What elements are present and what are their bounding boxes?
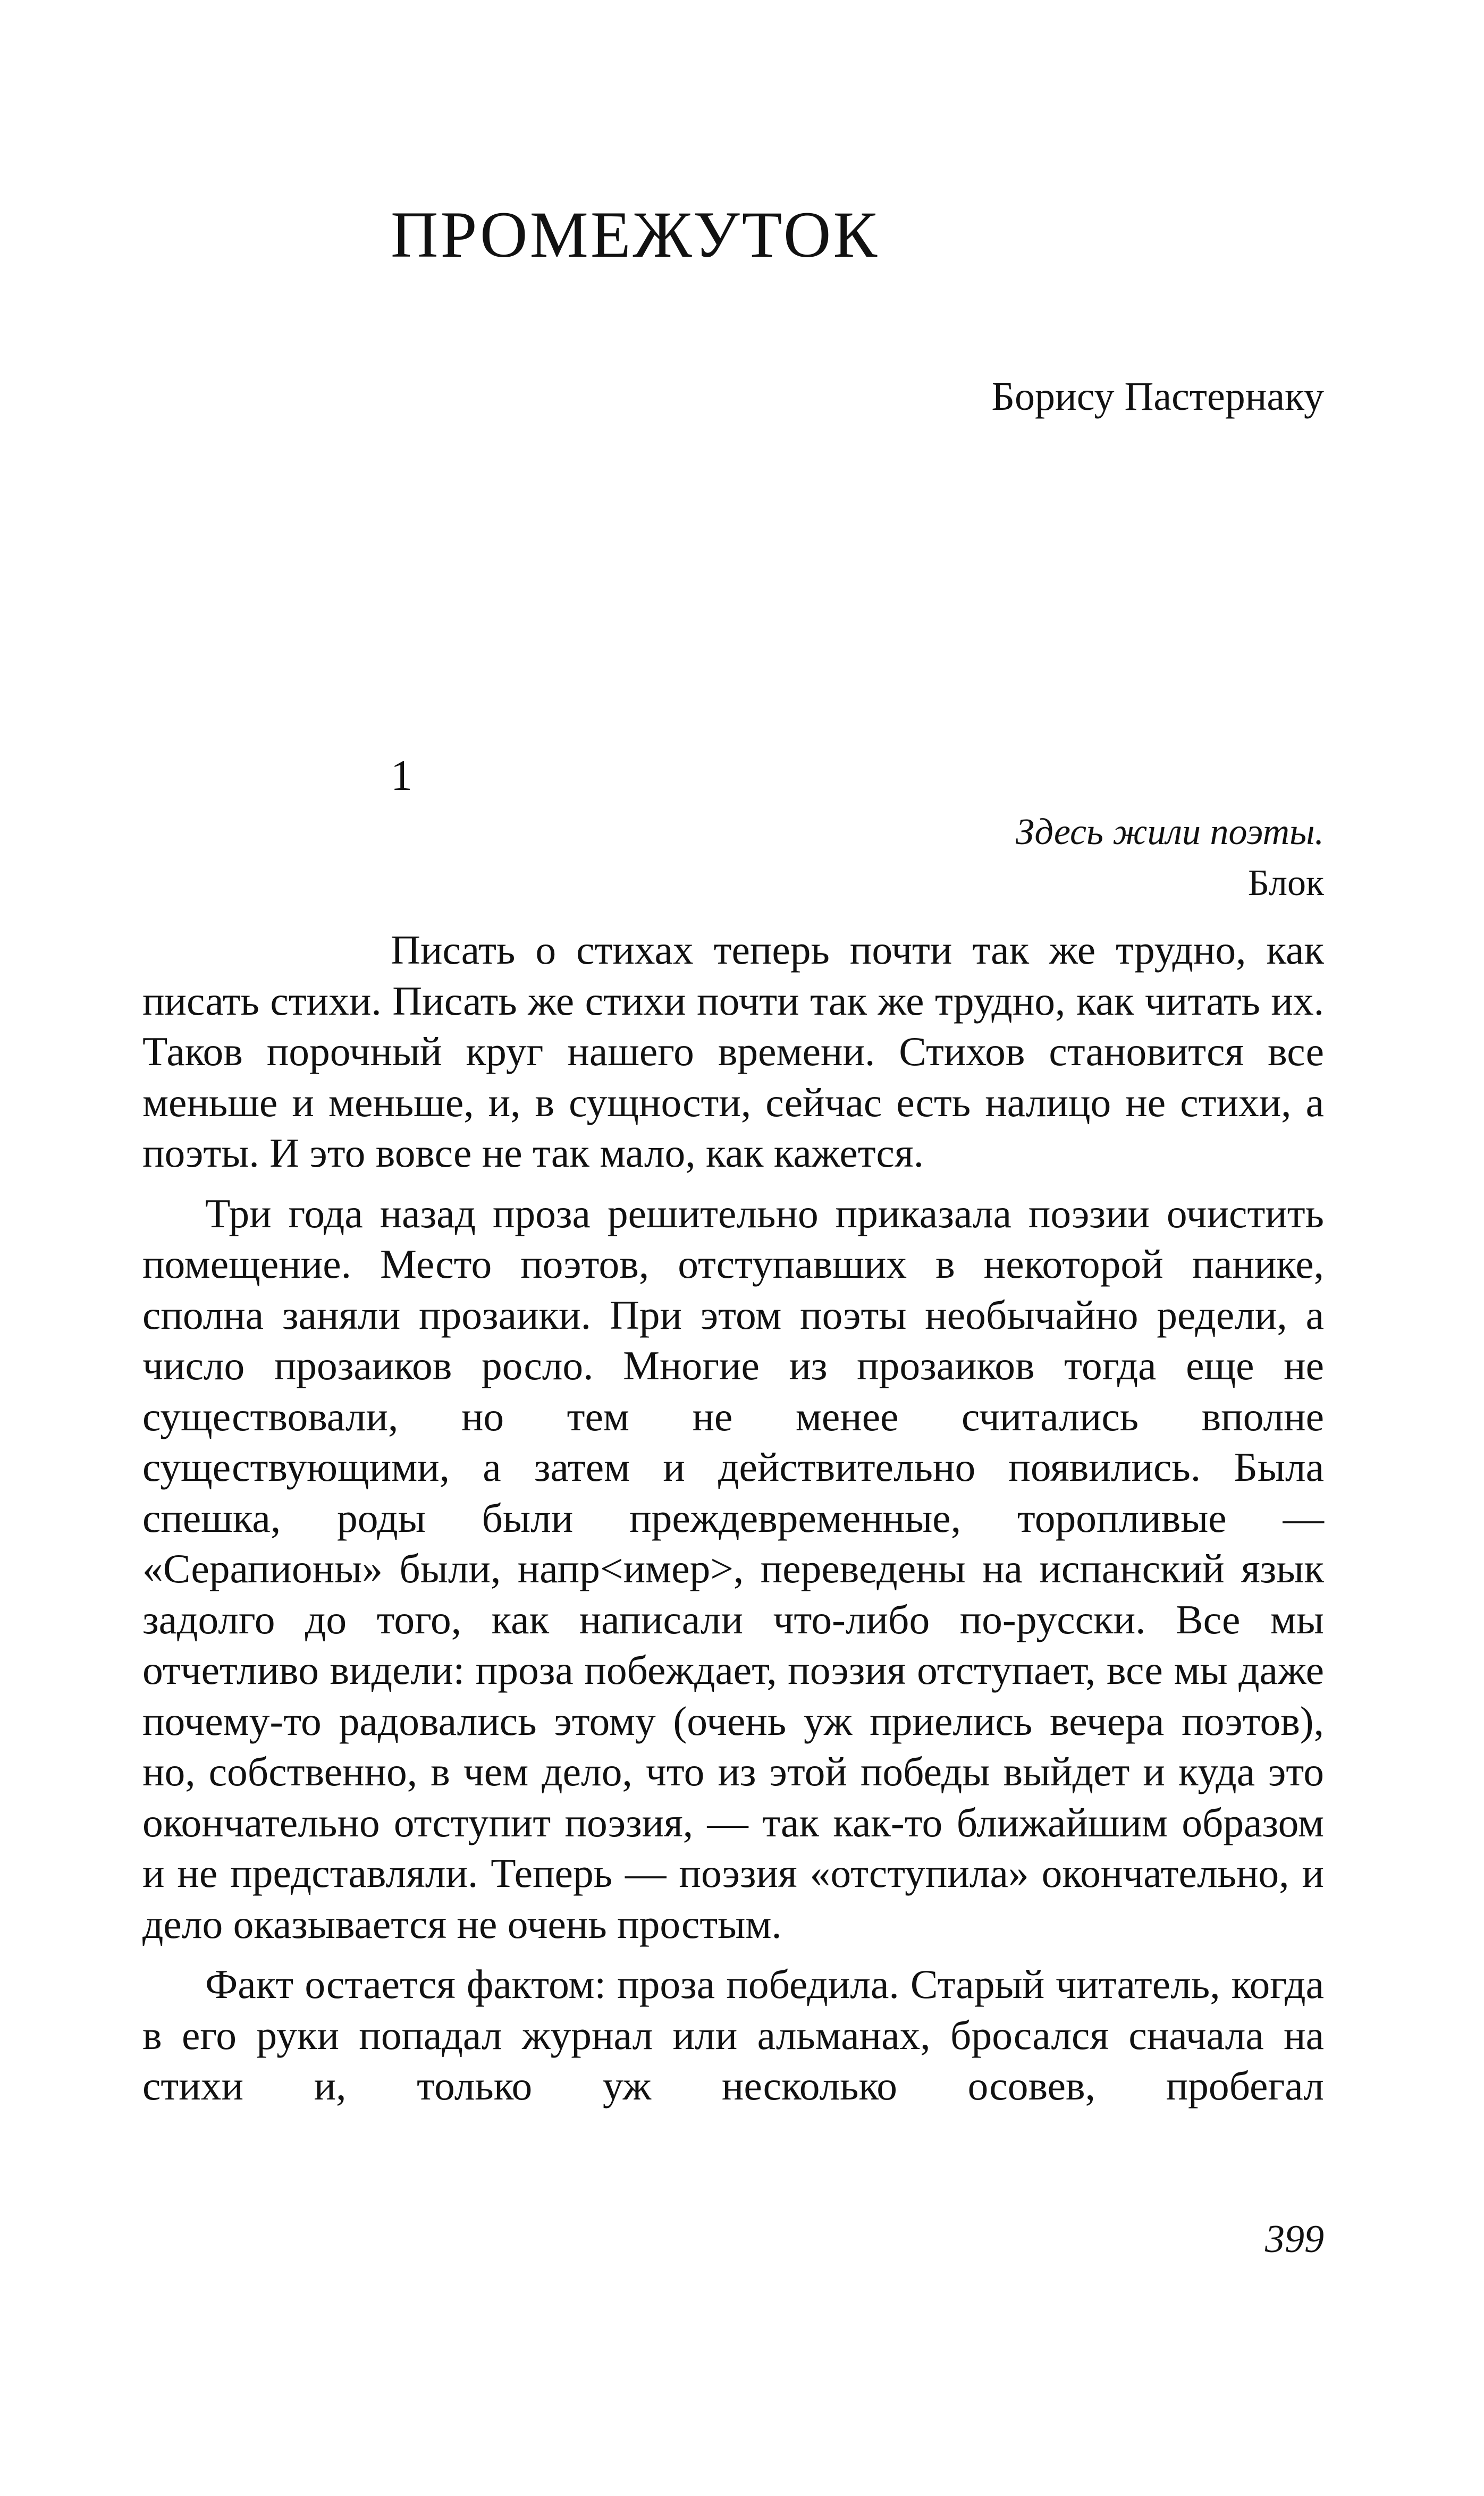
section-number: 1 <box>391 751 412 799</box>
epigraph-author: Блок <box>1247 863 1324 904</box>
paragraph: Писать о стихах теперь почти так же трудно, как писать стихи. Писать же стихи почти так же трудно, как читать их. Таков порочный круг нашего времени. Стихов становится все меньше и меньше, и, в сущности, сейчас есть налицо не стихи, а поэты. И это вовсе не так мало, как кажется. <box>142 927 1324 1176</box>
page-number: 399 <box>1265 2217 1324 2261</box>
body-text <box>142 925 1324 2121</box>
paragraph: Три года назад проза решительно приказала поэзии очистить помещение. Место поэтов, отступавших в некоторой панике, сполна заняли прозаики. При этом поэты необычайно редели, а число прозаиков росло. Многие из прозаиков тогда еще не существовали, но тем не менее считались вполне существующими, а затем и действительно появились. Была спешка, роды были преждевременные, торопливые — «Серапионы» были, напр<имер>, переведены на испанский язык задолго до того, как написали что-либо по-русски. Все мы отчетливо видели: проза побеждает, поэзия отступает, все мы даже почему-то радовались этому (очень уж приелись вечера поэтов), но, собственно, в чем дело, что из этой победы выйдет и куда это окончательно отступит поэзия, — так как-то ближайшим образом и не представляли. Теперь — поэзия «отступила» окончательно, и дело оказывается не очень простым. <box>142 1190 1324 1947</box>
dedication: Борису Пастернаку <box>991 374 1324 419</box>
epigraph <box>1016 807 1324 909</box>
chapter-title: ПРОМЕЖУТОК <box>391 198 880 271</box>
paragraph: Факт остается фактом: проза победила. Старый читатель, когда в его руки попадал журнал или альманах, бросался сначала на стихи и, только уж несколько осовев, пробегал <box>142 1961 1324 2109</box>
epigraph-text: Здесь жили поэты. <box>1015 812 1324 853</box>
